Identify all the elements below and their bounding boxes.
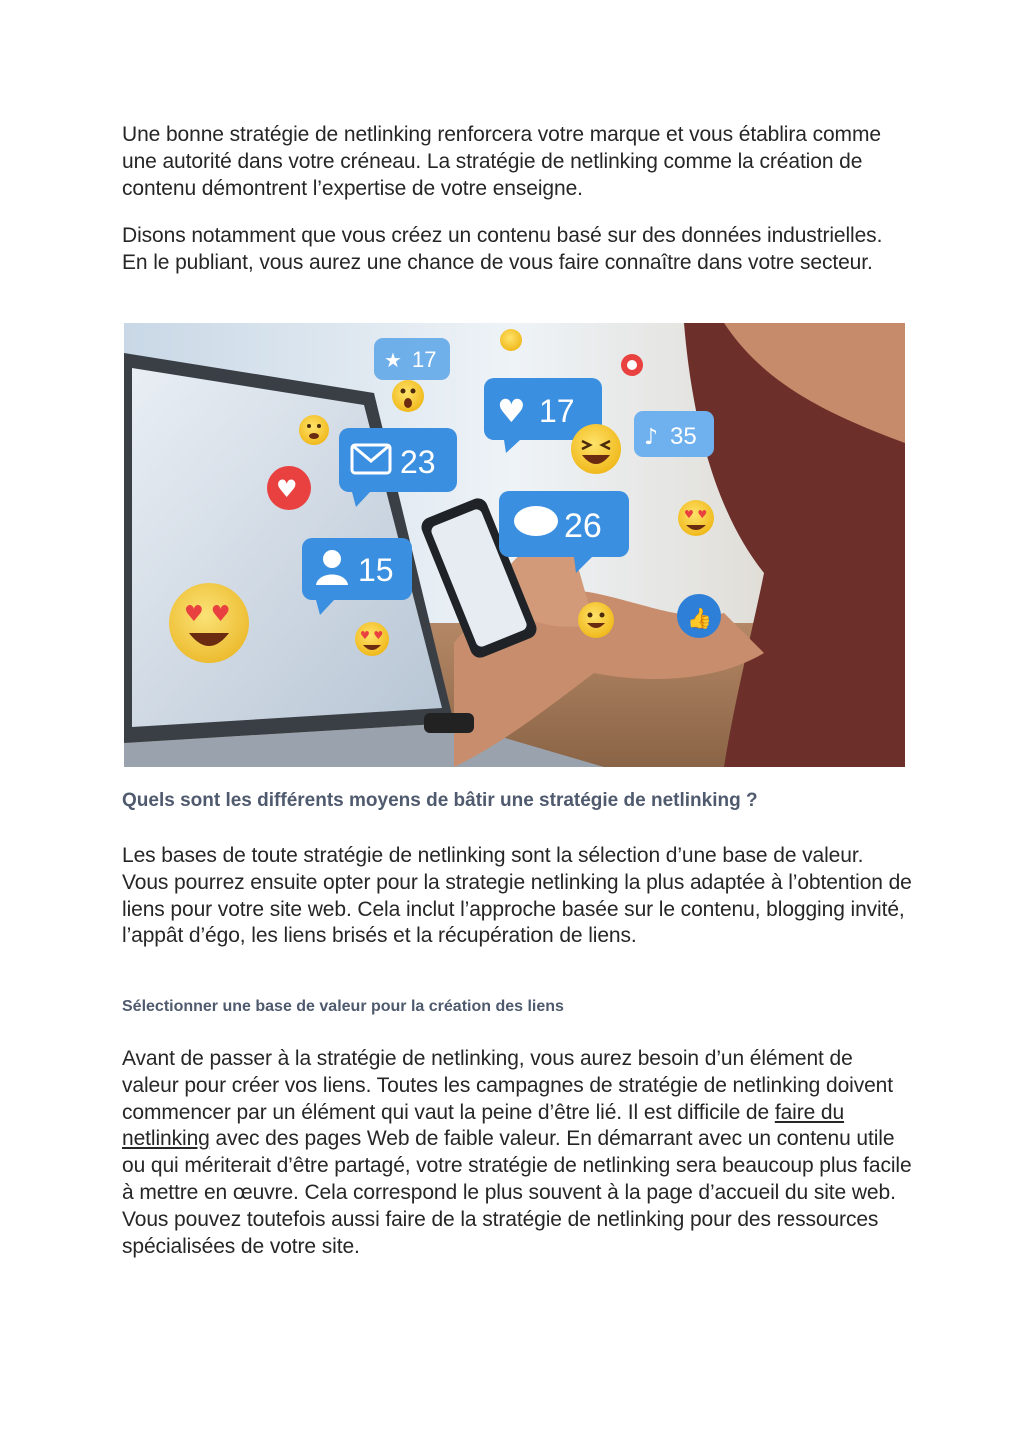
svg-text:35: 35 — [670, 423, 697, 450]
svg-text:17: 17 — [412, 347, 437, 372]
svg-text:♪: ♪ — [644, 425, 659, 450]
star-badge — [374, 338, 450, 380]
subsection-heading: Sélectionner une base de valeur pour la création des liens — [122, 998, 564, 1015]
svg-text:♥ ♥: ♥ ♥ — [184, 602, 231, 627]
data-content-paragraph: Disons notamment que vous créez un contenu basé sur des données industrielles. En le publiant, vous aurez une chance de vous faire connaître dans votre secteur. — [122, 224, 883, 274]
section-heading: Quels sont les différents moyens de bâtir une stratégie de netlinking ? — [122, 790, 758, 811]
svg-text:♥: ♥ — [497, 392, 526, 430]
intro-paragraph: Une bonne stratégie de netlinking renforcera votre marque et vous établira comme une autorité dans votre créneau. La stratégie de netlinking comme la création de contenu démontrent l’expertise de votre enseigne. — [122, 123, 881, 200]
bases-paragraph: Les bases de toute stratégie de netlinking sont la sélection d’une base de valeur. Vous pourrez ensuite opter pour la strategie netlinking la plus adaptée à l’obtention de liens pour votre site web. Cela inclut l’approche basée sur le contenu, blogging invité, l’appât d’égo, les liens brisés et la récupération de liens. — [122, 844, 912, 948]
netlinking-link[interactable]: faire du netlinking — [122, 1100, 845, 1151]
svg-text:♥ ♥: ♥ ♥ — [360, 629, 384, 642]
paragraph-text-start: Avant de passer à la stratégie de netlinking, vous aurez besoin d’un élément de valeur pour créer vos liens. Toutes les campagnes de stratégie de netlinking doivent commencer par un élément qui vaut la peine d’être lié. Il est difficile de — [122, 1047, 894, 1124]
svg-text:👍: 👍 — [687, 606, 712, 630]
svg-text:★: ★ — [384, 348, 402, 372]
svg-text:23: 23 — [400, 444, 436, 480]
social-media-photo — [124, 323, 905, 767]
svg-text:♥: ♥ — [276, 475, 298, 503]
value-base-paragraph — [122, 1046, 912, 1260]
svg-text:♥ ♥: ♥ ♥ — [684, 508, 708, 521]
paragraph-text-end: avec des pages Web de faible valeur. En démarrant avec un contenu utile ou qui mériterait d’être partagé, votre stratégie de netlinking sera beaucoup plus facile à mettre en œuvre. Cela correspond le plus souvent à la page d’accueil du site web. Vous pouvez toutefois aussi faire de la stratégie de netlinking pour des ressources spécialisées de votre site. — [122, 1127, 912, 1258]
bell-badge — [634, 411, 714, 457]
svg-text:15: 15 — [358, 552, 394, 588]
svg-text:17: 17 — [539, 393, 575, 429]
svg-text:26: 26 — [564, 507, 602, 545]
